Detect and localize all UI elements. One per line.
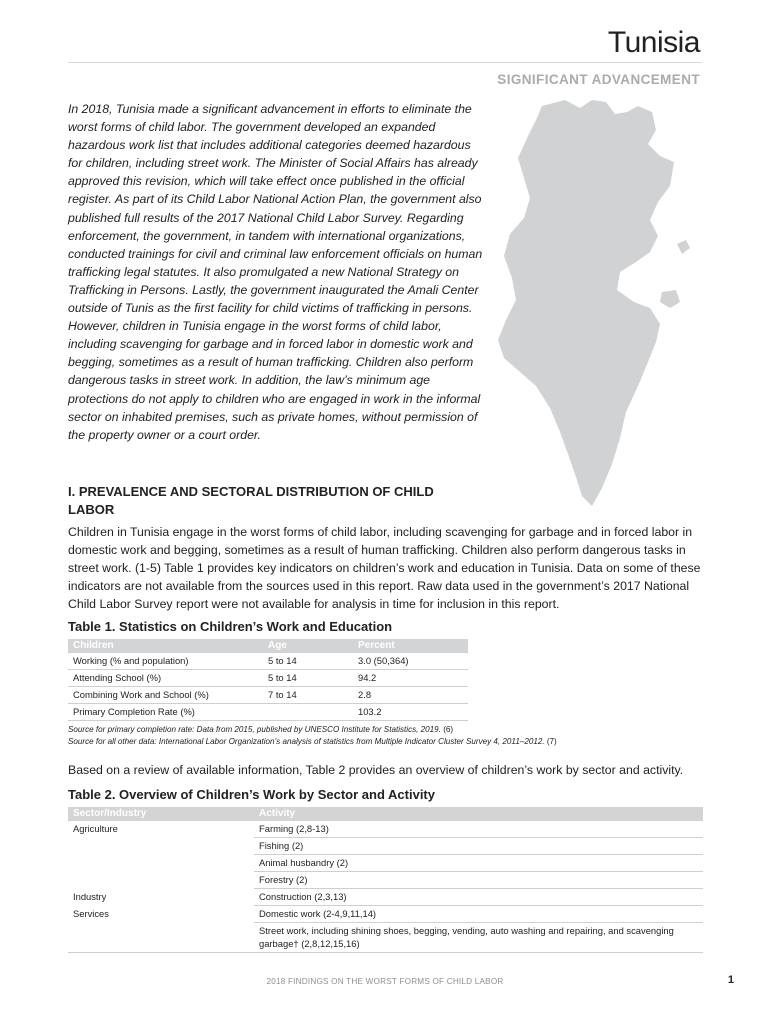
cell-sector [68, 872, 254, 889]
column-header-activity: Activity [254, 807, 703, 821]
assessment-level: SIGNIFICANT ADVANCEMENT [497, 72, 700, 87]
cell-sector [68, 855, 254, 872]
sector-activity-table [68, 807, 703, 953]
table1-title: Table 1. Statistics on Children’s Work and Education [68, 619, 393, 634]
table-row [68, 704, 468, 721]
cell-children: Combining Work and School (%) [68, 687, 263, 704]
table-row [68, 821, 703, 838]
footer-report-title: 2018 FINDINGS ON THE WORST FORMS OF CHILD LABOR [266, 977, 504, 986]
column-header-percent: Percent [353, 639, 468, 653]
cell-activity: Animal husbandry (2) [254, 855, 703, 872]
cell-age: 7 to 14 [263, 687, 353, 704]
table-row [68, 687, 468, 704]
page-number: 1 [727, 974, 734, 986]
cell-percent: 3.0 (50,364) [353, 653, 468, 670]
cell-age: 5 to 14 [263, 670, 353, 687]
cell-sector: Agriculture [73, 823, 118, 834]
table2-title: Table 2. Overview of Children’s Work by Sector and Activity [68, 787, 435, 802]
cell-sector [68, 838, 254, 855]
transition-paragraph: Based on a review of available information, Table 2 provides an overview of children’s work by sector and activity. [68, 763, 684, 777]
cell-children: Primary Completion Rate (%) [68, 704, 263, 721]
cell-percent: 103.2 [353, 704, 468, 721]
cell-activity: Farming (2,8-13) [254, 821, 703, 838]
cell-percent: 94.2 [353, 670, 468, 687]
table-header-row [68, 807, 703, 821]
tunisia-map-icon [480, 86, 705, 526]
source-citation: (6) [443, 725, 454, 734]
cell-sector: Industry [73, 890, 107, 902]
cell-age [263, 704, 353, 721]
cell-activity: Construction (2,3,13) [254, 889, 703, 906]
statistics-table [68, 639, 468, 721]
kerkennah-island-shape [677, 240, 690, 254]
table-row [68, 889, 703, 906]
source-note [68, 724, 708, 736]
introduction-paragraph: In 2018, Tunisia made a significant advancement in efforts to eliminate the worst forms of child labor. The government developed an expanded hazardous work list that includes additional categories deemed hazardous for children, including street work. The Minister of Social Affairs has already approved this revision, which will take effect once published in the official register. As part of its Child Labor National Action Plan, the government also published full results of the 2017 National Child Labor Survey. Regarding enforcement, the government, in tandem with international organizations, conducted trainings for civil and criminal law enforcement officials on human trafficking legal statutes. It also promulgated a new National Strategy on Trafficking in Persons. Lastly, the government inaugurated the Amali Center outside of Tunis as the first facility for child victims of trafficking in persons. However, children in Tunisia engage in the worst forms of child labor, including scavenging for garbage and in forced labor in domestic work and begging, sometimes as a result of human trafficking. Children also perform dangerous tasks in street work. In addition, the law’s minimum age protections do not apply to children who are engaged in work in the informal sector on inhabited premises, such as private homes, without permission of the property owner or a court order. [68, 102, 483, 442]
cell-age: 5 to 14 [263, 653, 353, 670]
table-row [68, 670, 468, 687]
cell-activity: Fishing (2) [254, 838, 703, 855]
table-row [68, 855, 703, 872]
title-divider [68, 62, 702, 63]
column-header-children: Children [68, 639, 263, 653]
table-row [68, 653, 468, 670]
tunisia-map-shape [498, 100, 674, 506]
section-heading: I. PREVALENCE AND SECTORAL DISTRIBUTION OF CHILD LABOR [68, 484, 434, 517]
country-title: Tunisia [607, 26, 700, 59]
djerba-island-shape [660, 290, 680, 308]
table1-sources [68, 724, 708, 748]
source-note-text: Source for primary completion rate: Data from 2015, published by UNESCO Institute for Statistics, 2019. [68, 725, 441, 734]
table-header-row [68, 639, 468, 653]
source-note [68, 736, 708, 748]
cell-activity: Domestic work (2-4,9,11,14) [254, 906, 703, 923]
cell-children: Working (% and population) [68, 653, 263, 670]
table-row [68, 923, 703, 953]
cell-activity: Forestry (2) [254, 872, 703, 889]
cell-percent: 2.8 [353, 687, 468, 704]
cell-activity: Street work, including shining shoes, begging, vending, auto washing and repairing, and scavenging garbage† (2,8,12,15,16) [254, 923, 703, 953]
column-header-sector: Sector/Industry [68, 807, 254, 821]
table-row [68, 872, 703, 889]
cell-sector: Services [73, 907, 109, 919]
section-body-paragraph: Children in Tunisia engage in the worst forms of child labor, including scavenging for garbage and in forced labor in domestic work and begging, sometimes as a result of human trafficking. Children also perform dangerous tasks in street work. (1-5) Table 1 provides key indicators on children’s work and education in Tunisia. Data on some of these indicators are not available from the sources used in this report. Raw data used in the government’s 2017 National Child Labor Survey report were not available for analysis in time for inclusion in this report. [68, 525, 701, 611]
table-row [68, 906, 703, 923]
column-header-age: Age [263, 639, 353, 653]
cell-sector [68, 923, 254, 953]
table-row [68, 838, 703, 855]
source-note-text: Source for all other data: International Labor Organization’s analysis of statistics from Multiple Indicator Cluster Survey 4, 2011–2012. [68, 737, 545, 746]
cell-children: Attending School (%) [68, 670, 263, 687]
source-citation: (7) [546, 737, 557, 746]
